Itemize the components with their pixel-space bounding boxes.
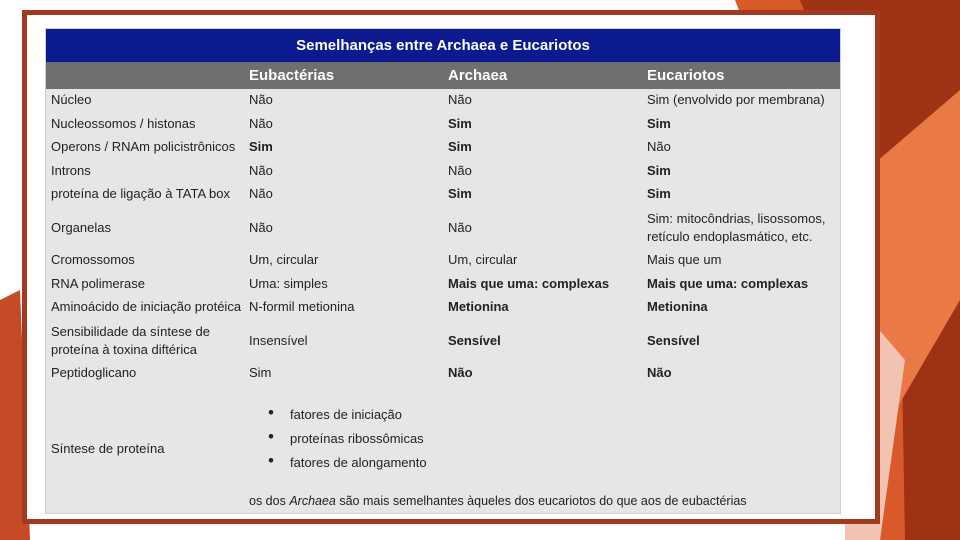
eucariotos-cell: Não (647, 139, 671, 154)
archaea-cell: Não (448, 365, 473, 380)
eubacterias-cell: Um, circular (249, 252, 319, 267)
eubacterias-cell: Sim (249, 365, 272, 380)
feature-cell: RNA polimerase (51, 276, 145, 291)
archaea-cell: Não (448, 163, 472, 178)
eubacterias-cell: Não (249, 220, 273, 235)
header-archaea: Archaea (448, 67, 508, 84)
eubacterias-cell: Não (249, 163, 273, 178)
feature-cell: Nucleossomos / histonas (51, 116, 196, 131)
list-item: • fatores de alongamento (268, 453, 427, 477)
footnote-italic: Archaea (289, 494, 336, 508)
feature-cell: proteína de ligação à TATA box (51, 186, 230, 201)
header-eubacterias: Eubactérias (249, 67, 335, 84)
eucariotos-cell: Sensível (647, 333, 700, 348)
archaea-cell: Não (448, 220, 472, 235)
eucariotos-cell: Sim: mitocôndrias, lisossomos, retículo endoplasmático, etc. (647, 211, 826, 244)
feature-cell: Núcleo (51, 92, 92, 107)
archaea-cell: Metionina (448, 299, 509, 314)
table-title: Semelhanças entre Archaea e Eucariotos (46, 29, 840, 62)
archaea-cell: Sim (448, 186, 472, 201)
archaea-cell: Sensível (448, 333, 501, 348)
eucariotos-cell: Mais que uma: complexas (647, 276, 809, 291)
eucariotos-cell: Não (647, 365, 672, 380)
feature-cell: Organelas (51, 220, 111, 235)
archaea-cell: Sim (448, 116, 472, 131)
protein-synthesis-list (268, 405, 427, 477)
eucariotos-cell: Mais que um (647, 252, 722, 267)
feature-cell: Síntese de proteína (51, 441, 165, 456)
archaea-cell: Mais que uma: complexas (448, 276, 610, 291)
header-eucariotos: Eucariotos (647, 67, 725, 84)
eubacterias-cell: Não (249, 92, 273, 107)
feature-cell: Aminoácido de iniciação protéica (51, 299, 242, 314)
eucariotos-cell: Sim (647, 186, 671, 201)
archaea-cell: Um, circular (448, 252, 518, 267)
feature-cell: Sensibilidade da síntese de proteína à toxina diftérica (51, 324, 211, 357)
eucariotos-cell: Sim (647, 163, 671, 178)
list-item: • fatores de iniciação (268, 405, 427, 429)
comparison-table (45, 28, 841, 514)
eubacterias-cell: N-formil metionina (249, 299, 355, 314)
eubacterias-cell: Insensível (249, 333, 308, 348)
eucariotos-cell: Sim (647, 116, 671, 131)
eucariotos-cell: Sim (envolvido por membrana) (647, 92, 825, 107)
archaea-cell: Sim (448, 139, 472, 154)
footnote-prefix: os dos (249, 494, 290, 508)
eubacterias-cell: Não (249, 186, 273, 201)
eubacterias-cell: Uma: simples (249, 276, 328, 291)
archaea-cell: Não (448, 92, 472, 107)
feature-cell: Cromossomos (51, 252, 135, 267)
footnote (249, 494, 747, 508)
eucariotos-cell: Metionina (647, 299, 708, 314)
list-item: • proteínas ribossômicas (268, 429, 427, 453)
feature-cell: Peptidoglicano (51, 365, 137, 380)
feature-cell: Operons / RNAm policistrônicos (51, 139, 236, 154)
eubacterias-cell: Sim (249, 139, 273, 154)
table-header (46, 62, 840, 89)
eubacterias-cell: Não (249, 116, 273, 131)
footnote-suffix: são mais semelhantes àqueles dos eucariotos do que aos de eubactérias (335, 494, 747, 508)
feature-cell: Introns (51, 163, 91, 178)
